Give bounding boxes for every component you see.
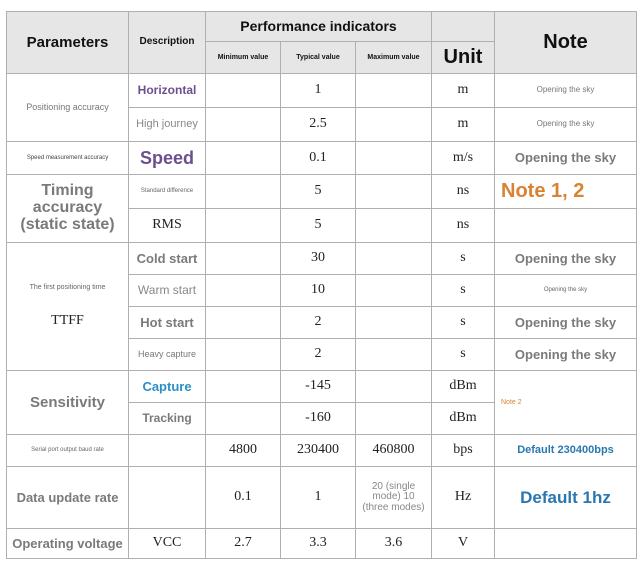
- note-heavy-capture: Opening the sky: [495, 339, 637, 371]
- header-typical-value: Typical value: [281, 42, 356, 74]
- unit-tracking: dBm: [432, 403, 495, 435]
- header-maximum-value: Maximum value: [356, 42, 432, 74]
- param-speed-accuracy: Speed measurement accuracy: [7, 142, 129, 175]
- note-horizontal: Opening the sky: [495, 74, 637, 108]
- unit-heavy-capture: s: [432, 339, 495, 371]
- max-cell: [356, 339, 432, 371]
- max-cell: [356, 74, 432, 108]
- max-cell: [356, 243, 432, 275]
- typ-horizontal: 1: [281, 74, 356, 108]
- max-cell: [356, 275, 432, 307]
- typ-cold-start: 30: [281, 243, 356, 275]
- desc-high-journey: High journey: [129, 108, 206, 142]
- note-empty: [495, 529, 637, 559]
- param-timing-accuracy: Timing accuracy (static state): [7, 175, 129, 243]
- min-cell: [206, 307, 281, 339]
- min-cell: [206, 339, 281, 371]
- min-cell: [206, 403, 281, 435]
- header-unit: Unit: [432, 42, 495, 74]
- min-cell: [206, 209, 281, 243]
- unit-standard-difference: ns: [432, 175, 495, 209]
- desc-heavy-capture: Heavy capture: [129, 339, 206, 371]
- unit-high-journey: m: [432, 108, 495, 142]
- typ-high-journey: 2.5: [281, 108, 356, 142]
- desc-empty: [129, 467, 206, 529]
- unit-hot-start: s: [432, 307, 495, 339]
- unit-horizontal: m: [432, 74, 495, 108]
- header-minimum-value: Minimum value: [206, 42, 281, 74]
- header-note: Note: [495, 12, 637, 74]
- max-cell: [356, 108, 432, 142]
- typ-capture: -145: [281, 371, 356, 403]
- note-sensitivity: Note 2: [495, 371, 637, 435]
- note-update: Default 1hz: [495, 467, 637, 529]
- max-cell: [356, 175, 432, 209]
- desc-cold-start: Cold start: [129, 243, 206, 275]
- unit-baud: bps: [432, 435, 495, 467]
- note-timing: Note 1, 2: [495, 175, 637, 209]
- unit-rms: ns: [432, 209, 495, 243]
- desc-speed: Speed: [129, 142, 206, 175]
- desc-horizontal: Horizontal: [129, 74, 206, 108]
- unit-speed: m/s: [432, 142, 495, 175]
- desc-standard-difference: Standard difference: [129, 175, 206, 209]
- desc-vcc: VCC: [129, 529, 206, 559]
- max-cell: [356, 403, 432, 435]
- min-cell: [206, 243, 281, 275]
- header-description: Description: [129, 12, 206, 74]
- max-cell: [356, 209, 432, 243]
- typ-hot-start: 2: [281, 307, 356, 339]
- min-cell: [206, 175, 281, 209]
- desc-hot-start: Hot start: [129, 307, 206, 339]
- typ-tracking: -160: [281, 403, 356, 435]
- header-performance-indicators: Performance indicators: [206, 12, 432, 42]
- typ-speed: 0.1: [281, 142, 356, 175]
- max-voltage: 3.6: [356, 529, 432, 559]
- param-operating-voltage: Operating voltage: [7, 529, 129, 559]
- max-baud: 460800: [356, 435, 432, 467]
- param-ttff-label: TTFF: [51, 312, 84, 328]
- max-cell: [356, 307, 432, 339]
- note-hot-start: Opening the sky: [495, 307, 637, 339]
- param-data-update-rate: Data update rate: [7, 467, 129, 529]
- param-sensitivity: Sensitivity: [7, 371, 129, 435]
- note-speed: Opening the sky: [495, 142, 637, 175]
- unit-voltage: V: [432, 529, 495, 559]
- spec-table: [6, 11, 637, 559]
- min-voltage: 2.7: [206, 529, 281, 559]
- param-first-positioning-time: The first positioning time: [29, 284, 106, 292]
- note-warm-start: Opening the sky: [495, 275, 637, 307]
- desc-warm-start: Warm start: [129, 275, 206, 307]
- typ-voltage: 3.3: [281, 529, 356, 559]
- header-unit-top: [432, 12, 495, 42]
- typ-rms: 5: [281, 209, 356, 243]
- typ-warm-start: 10: [281, 275, 356, 307]
- typ-baud: 230400: [281, 435, 356, 467]
- min-baud: 4800: [206, 435, 281, 467]
- typ-heavy-capture: 2: [281, 339, 356, 371]
- max-cell: [356, 371, 432, 403]
- min-cell: [206, 142, 281, 175]
- min-cell: [206, 108, 281, 142]
- note-baud: Default 230400bps: [495, 435, 637, 467]
- desc-capture: Capture: [129, 371, 206, 403]
- min-cell: [206, 74, 281, 108]
- unit-cold-start: s: [432, 243, 495, 275]
- unit-update: Hz: [432, 467, 495, 529]
- min-update: 0.1: [206, 467, 281, 529]
- desc-rms: RMS: [129, 209, 206, 243]
- header-parameters: Parameters: [7, 12, 129, 74]
- typ-update: 1: [281, 467, 356, 529]
- unit-warm-start: s: [432, 275, 495, 307]
- max-cell: [356, 142, 432, 175]
- note-high-journey: Opening the sky: [495, 108, 637, 142]
- param-ttff: [7, 243, 129, 371]
- desc-tracking: Tracking: [129, 403, 206, 435]
- min-cell: [206, 371, 281, 403]
- typ-standard-difference: 5: [281, 175, 356, 209]
- max-update: 20 (single mode) 10 (three modes): [356, 467, 432, 529]
- param-baud-rate: Serial port output baud rate: [7, 435, 129, 467]
- note-cold-start: Opening the sky: [495, 243, 637, 275]
- note-empty: [495, 209, 637, 243]
- param-positioning-accuracy: Positioning accuracy: [7, 74, 129, 142]
- desc-empty: [129, 435, 206, 467]
- unit-capture: dBm: [432, 371, 495, 403]
- min-cell: [206, 275, 281, 307]
